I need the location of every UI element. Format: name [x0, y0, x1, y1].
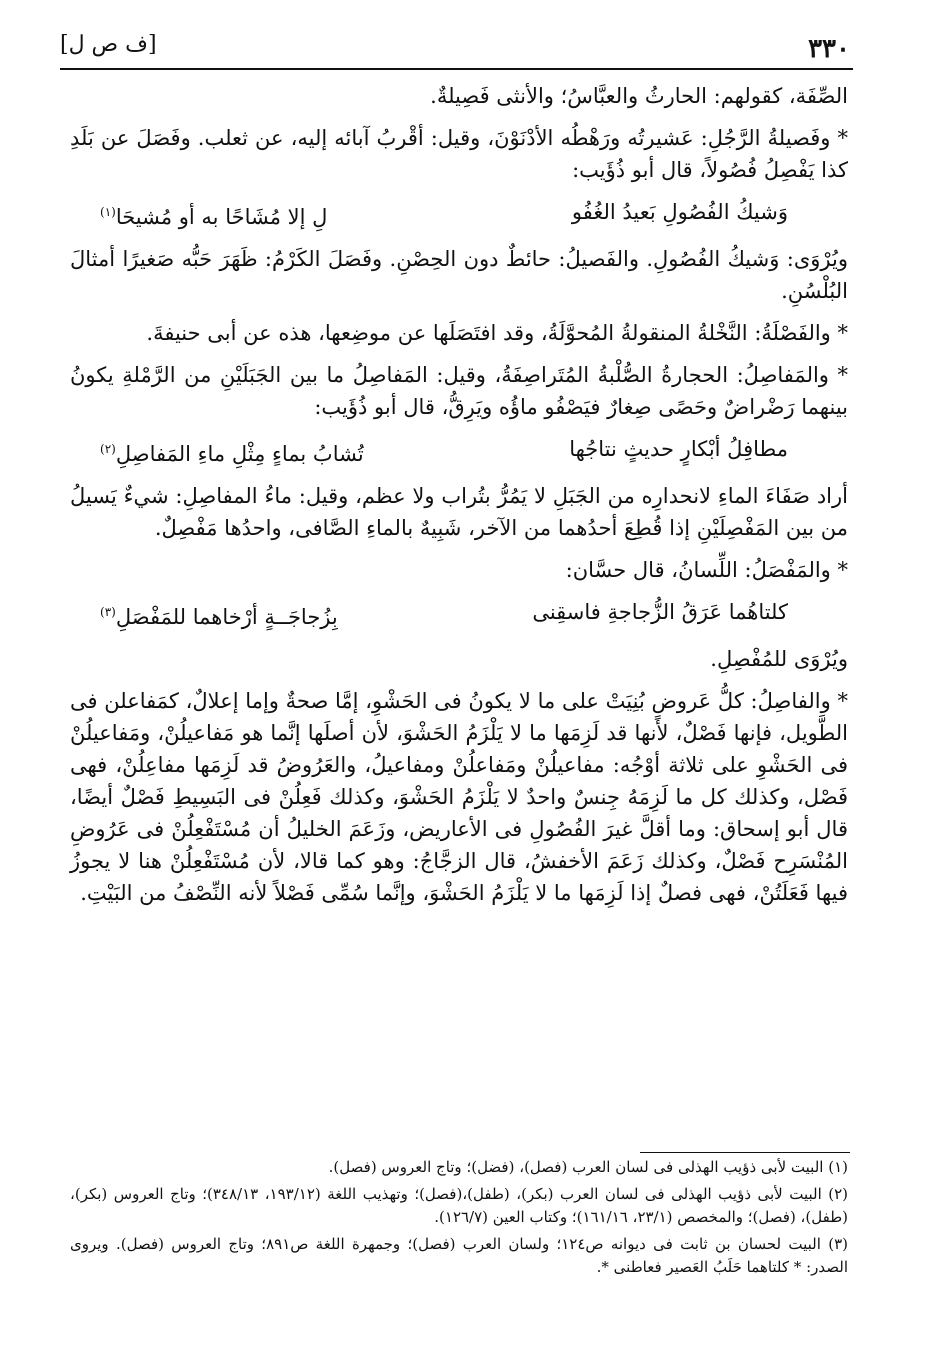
- header-rule: [60, 68, 853, 70]
- paragraph: * والفَصْلَةُ: النَّخْلةُ المنقولةُ المُحوَّلَةُ، وقد افتَصَلَها عن موضِعها، هذه عن أبى حنيفةَ.: [146, 321, 848, 345]
- verse-second-hemistich: تُشابُ بماءٍ مِثْلِ ماءِ المَفاصِلِ$^{(٢)}$: [100, 442, 364, 466]
- verse-first-hemistich: كلتاهُما عَرَقُ الزُّجاجةِ فاسقِنى: [532, 600, 788, 624]
- paragraph: أراد صَفَاءَ الماءِ لانحدارِه من الجَبَلِ لا يَمُرُّ بتُراب ولا عظم، وقيل: ماءُ المفاصِلِ: شيءٌ يَسيلُ من بين المَفْصِلَيْنِ إذا قُطِعَ أحدُهما من الآخر، شَبِيهٌ بالماءِ الصَّافى، واحدُها مَفْصِلٌ.: [70, 484, 848, 540]
- paragraph: ويُرْوَى: وَشيكُ الفُصُولِ. والفَصيلُ: حائطٌ دون الحِصْنِ. وفَصَلَ الكَرْمُ: ظَهَرَ حَبُّه صَغيرًا أمثالَ البُلْسُنِ.: [70, 247, 848, 303]
- page-number: ٣٣٠: [808, 34, 850, 64]
- verse-line: [70, 596, 848, 633]
- footnotes: [70, 1156, 848, 1283]
- footnote-marker: (١): [100, 205, 116, 219]
- footnote-marker: (٢): [100, 442, 116, 456]
- verse-first-hemistich: مطافِلُ أبْكارٍ حديثٍ نتاجُها: [569, 437, 788, 461]
- paragraph: * وفَصيلةُ الرَّجُلِ: عَشيرتُه ورَهْطُه الأدْنَوْنَ، وقيل: أقْربُ آبائه إليه، عن ثعلب. وفَصَلَ عن بَلَدِ كذا يَفْصِلُ فُصُولاً، قال أبو ذُؤَيب:: [70, 126, 848, 182]
- verse-line: [70, 433, 848, 470]
- verse-second-hemistich: بِزُجاجَــةٍ أرْخاهما للمَفْصَلِ$^{(٣)}$: [100, 605, 338, 629]
- footnote-rule: [640, 1152, 850, 1153]
- paragraph: ويُرْوَى للمُفْصِلِ.: [710, 647, 848, 671]
- paragraph: * والمَفْصَلُ: اللِّسانُ، قال حسَّان:: [565, 558, 848, 582]
- page-header: [60, 30, 850, 70]
- paragraph: الصِّفَة، كقولهم: الحارثُ والعبَّاسُ؛ والأنثى فَصِيلةٌ.: [430, 84, 848, 108]
- verse-line: [70, 196, 848, 233]
- footnote: (٢) البيت لأبى ذؤيب الهذلى فى لسان العرب (بكر)، (طفل)،(فصل)؛ وتهذيب اللغة (١٩٣/١٢، ٣٤٨/١٣)؛ وتاج العروس (بكر)، (طفل)، (فصل)؛ والمخصص (٢٣/١، ١٦١/١٦)؛ وكتاب العين (١٢٦/٧).: [70, 1185, 849, 1226]
- root-letters-heading: [ف ص ل]: [60, 32, 157, 57]
- main-text: [70, 80, 848, 919]
- verse-first-hemistich: وَشيكُ الفُصُولِ بَعيدُ الغُفُو: [571, 200, 788, 224]
- verse-second-hemistich: لِ إلا مُشَاحًا به أو مُشيحَا$^{(١)}$: [100, 205, 328, 229]
- paragraph: * والمَفاصِلُ: الحجارةُ الصُّلْبةُ المُتَراصِفَةُ، وقيل: المَفاصِلُ ما بين الجَبَلَيْنِ من الرَّمْلةِ يكونُ بينهما رَضْراضٌ وحَصًى صِغارٌ فيَصْفُو ماؤُه ويَرِقُّ، قال أبو ذُؤَيب:: [70, 363, 848, 419]
- footnote: (١) البيت لأبى ذؤيب الهذلى فى لسان العرب (فصل)، (فضل)؛ وتاج العروس (فصل).: [328, 1158, 848, 1176]
- footnote: (٣) البيت لحسان بن ثابت فى ديوانه ص١٢٤؛ ولسان العرب (فصل)؛ وجمهرة اللغة ص٨٩١؛ وتاج العروس (فصل). ويروى الصدر: * كلتاهما حَلَبُ العَصير فعاطنى *.: [70, 1235, 848, 1276]
- footnote-marker: (٣): [100, 605, 116, 619]
- paragraph: * والفاصِلُ: كلُّ عَروضٍ بُنِيَتْ على ما لا يكونُ فى الحَشْوِ، إمَّا صحةٌ وإما إعلالٌ، كمَفاعلن فى الطَّويل، فإنها فَصْلٌ، لأنها قد لَزِمَها ما لا يَلْزَمُ الحَشْوَ، لأن أصلَها إنَّما هو مَفاعيلُنْ، ومَفاعيلُنْ فى الحَشْوِ على ثلاثة أوْجُه: مفاعيلُنْ ومَفاعلُنْ ومفاعيلُ، والعَرُوضُ قد لَزِمَها مفاعِلُنْ، فهى فَصْل، وكذلك كل ما لَزِمَهُ جِنسٌ واحدٌ لا يَلْزَمُ الحَشْوَ، وكذلك فَعِلُنْ فى البَسِيطِ فَصْلٌ أيضًا، قال أبو إسحاق: وما أقلَّ غيرَ الفُصُولِ فى الأعاريض، وزَعَمَ الخليلُ أن مُسْتَفْعِلُنْ فى عَرُوضِ المُنْسَرِح فَصْلٌ، وكذلك زَعَمَ الأخفشُ، قال الزجَّاجُ: وهو كما قالا، لأن مُسْتَفْعِلُنْ هنا لا يجوزُ فيها فَعَلَتُنْ، فهى فصلٌ إذا لَزِمَها ما لا يَلْزَمُ الحَشْوَ، وإنَّما سُمِّى فَصْلاً لأنه النِّصْفُ من البَيْتِ.: [70, 689, 848, 905]
